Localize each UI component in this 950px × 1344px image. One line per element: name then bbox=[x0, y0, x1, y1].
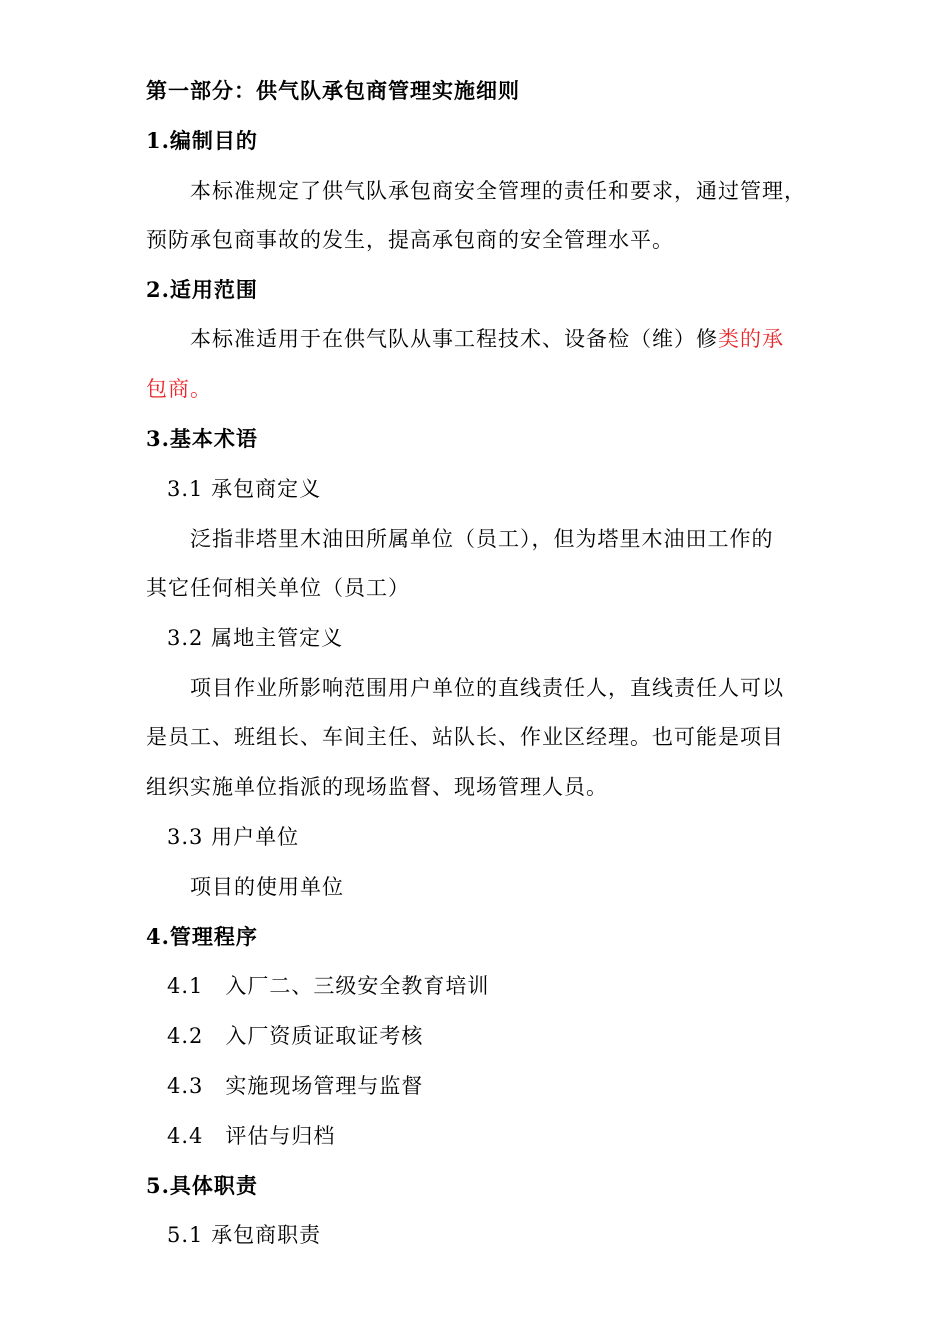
list-item-text: 入厂资质证取证考核 bbox=[225, 1024, 424, 1048]
paragraph-text: 本标准适用于在供气队从事工程技术、设备检（维）修 bbox=[190, 327, 718, 351]
section-heading-1: 1.编制目的 bbox=[146, 128, 258, 153]
paragraph-line: 预防承包商事故的发生，提高承包商的安全管理水平。 bbox=[146, 228, 674, 252]
list-item-number: 4.1 bbox=[167, 974, 204, 998]
subsection-heading: 3.2 属地主管定义 bbox=[167, 626, 344, 650]
paragraph-line: 泛指非塔里木油田所属单位（员工），但为塔里木油田工作的 bbox=[190, 527, 774, 551]
list-item-number: 4.3 bbox=[167, 1074, 204, 1098]
paragraph-line: 本标准规定了供气队承包商安全管理的责任和要求，通过管理， bbox=[190, 179, 806, 203]
highlighted-text: 包商。 bbox=[146, 377, 212, 401]
highlighted-text: 类的承 bbox=[718, 327, 784, 351]
document-title: 第一部分：供气队承包商管理实施细则 bbox=[146, 78, 520, 103]
section-heading-5: 5.具体职责 bbox=[146, 1173, 258, 1198]
paragraph-line: 其它任何相关单位（员工） bbox=[146, 576, 410, 600]
list-item-text: 入厂二、三级安全教育培训 bbox=[225, 974, 490, 998]
paragraph-line: 项目的使用单位 bbox=[190, 875, 344, 899]
section-heading-4: 4.管理程序 bbox=[146, 924, 258, 949]
list-item bbox=[167, 971, 489, 1001]
paragraph-line bbox=[190, 324, 784, 354]
list-item bbox=[167, 1071, 423, 1101]
subsection-heading: 3.1 承包商定义 bbox=[167, 477, 322, 501]
paragraph-line: 是员工、班组长、车间主任、站队长、作业区经理。也可能是项目 bbox=[146, 725, 784, 749]
paragraph-line: 项目作业所影响范围用户单位的直线责任人，直线责任人可以 bbox=[190, 676, 784, 700]
paragraph-line: 组织实施单位指派的现场监督、现场管理人员。 bbox=[146, 775, 608, 799]
list-item bbox=[167, 1121, 335, 1151]
list-item-number: 4.2 bbox=[167, 1024, 204, 1048]
list-item bbox=[167, 1021, 423, 1051]
list-item-text: 实施现场管理与监督 bbox=[225, 1074, 424, 1098]
section-heading-2: 2.适用范围 bbox=[146, 277, 258, 302]
subsection-heading: 3.3 用户单位 bbox=[167, 825, 300, 849]
list-item-text: 评估与归档 bbox=[225, 1124, 336, 1148]
subsection-heading: 5.1 承包商职责 bbox=[167, 1223, 322, 1247]
section-heading-3: 3.基本术语 bbox=[146, 426, 258, 451]
list-item-number: 4.4 bbox=[167, 1124, 204, 1148]
